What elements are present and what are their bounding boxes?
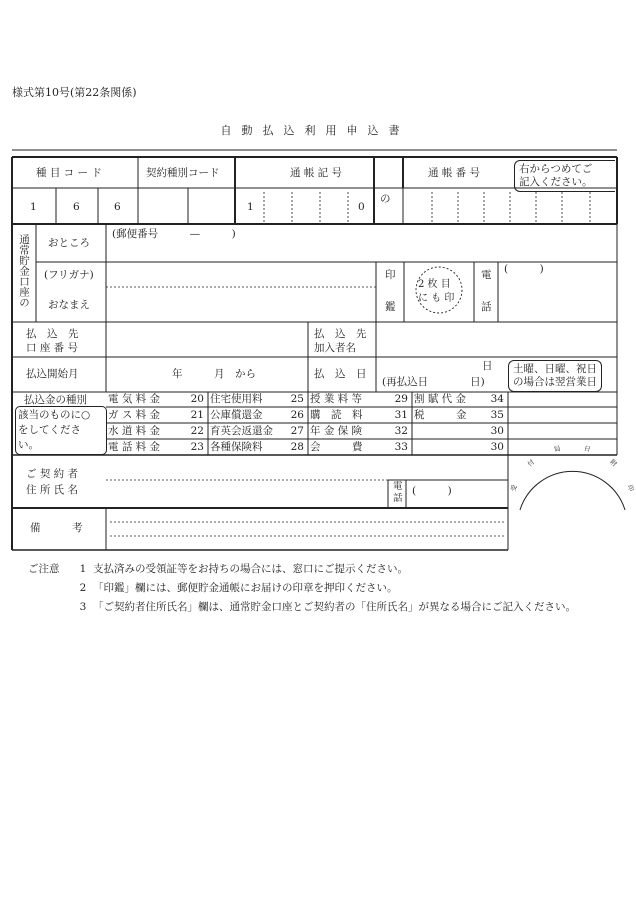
notes-label: ご注意 <box>28 563 60 575</box>
note-number: 1 <box>79 563 87 575</box>
note-item <box>28 579 623 598</box>
start-month-label: 払込開始月 <box>26 368 79 380</box>
stamp-arc <box>520 471 625 510</box>
notes-section <box>28 560 623 617</box>
payee-member-label-1: 払 込 先 <box>314 328 367 340</box>
seal-label-bottom: 鑑 <box>385 301 396 313</box>
payment-type-label: 授 業 料 等 <box>310 393 363 405</box>
payment-type-label: 公庫償還金 <box>210 409 263 421</box>
payment-type-label: 水 道 料 金 <box>108 425 161 437</box>
payment-type-code: 30 <box>490 441 504 453</box>
payment-type-code: 35 <box>490 409 504 421</box>
payment-type-label: 割 賦 代 金 <box>414 393 467 405</box>
payment-type-label: 各種保険料 <box>210 441 263 453</box>
note-number: 2 <box>79 582 87 594</box>
note-text: 支払済みの受領証等をお持ちの場合には、窓口にご提示ください。 <box>93 563 408 575</box>
payment-type-label: ガ ス 料 金 <box>108 409 161 421</box>
passbook-symbol-header: 通 帳 記 号 <box>290 167 343 179</box>
code-digit-2: 6 <box>73 201 80 213</box>
account-side-label: 通常貯金口座の <box>18 234 31 308</box>
seal-circle-text-1: 2 枚 目 <box>418 279 451 290</box>
payee-account-label-1: 払 込 先 <box>26 328 79 340</box>
furigana-label: (フリガナ) <box>44 269 94 281</box>
symbol-last-digit: 0 <box>358 201 365 213</box>
payment-types-note-line1: 該当のものに○ <box>18 409 91 421</box>
contractor-tel-label-1: 電 <box>393 481 403 492</box>
repay-day-label: (再払込日 日) <box>382 376 485 388</box>
note-item <box>28 598 623 617</box>
note-item <box>28 560 623 579</box>
payment-type-code: 27 <box>290 425 304 437</box>
payment-type-code: 23 <box>190 441 204 453</box>
stamp-label-char: 付 <box>525 457 536 469</box>
stamp-label-char: 受 <box>508 483 519 493</box>
notes-label <box>28 579 73 598</box>
note-text: 「ご契約者住所氏名」欄は、通常貯金口座とご契約者の「住所氏名」が異なる場合にご記入ください。 <box>93 601 576 613</box>
note-text: 「印鑑」欄には、郵便貯金通帳にお届けの印章を押印ください。 <box>93 582 398 594</box>
passbook-number-note <box>514 160 615 192</box>
seal-label-top: 印 <box>385 269 396 281</box>
payment-type-label: 電 話 料 金 <box>108 441 161 453</box>
seal-circle-text-2: に も 印 <box>418 293 455 304</box>
holiday-note-line1: 土曜、日曜、祝日 <box>513 363 597 375</box>
remarks-label: 備 考 <box>30 522 83 534</box>
tel-area-parens: ( ) <box>504 263 544 275</box>
payment-type-code: 30 <box>490 425 504 437</box>
payment-types-label: 払込金の種別 <box>24 394 87 406</box>
payee-member-label-2: 加入者名 <box>314 342 356 354</box>
contractor-label-1: ご 契 約 者 <box>26 468 79 480</box>
payment-type-code: 26 <box>290 409 304 421</box>
no-label: の <box>380 193 391 205</box>
contract-code-header: 契約種別コード <box>146 167 220 179</box>
passbook-number-note-line1: 右からつめてご <box>519 163 593 175</box>
contractor-label-2: 住 所 氏 名 <box>26 484 79 496</box>
payee-account-label-2: 口 座 番 号 <box>26 342 79 354</box>
payment-type-label: 年 金 保 険 <box>310 425 363 437</box>
address-label: おところ <box>48 237 90 249</box>
passbook-number-note-line2: 記入ください。 <box>519 176 593 188</box>
contractor-label <box>26 466 78 498</box>
payment-type-code: 33 <box>394 441 408 453</box>
notes-label <box>28 598 73 617</box>
payment-types-note-line2: をしてくださ <box>18 424 81 436</box>
payment-type-label: 会 費 <box>310 441 363 453</box>
pay-day-unit: 日 <box>482 360 493 372</box>
form-style-label: 様式第10号(第22条関係) <box>12 86 137 99</box>
code-digit-3: 6 <box>114 201 121 213</box>
tel-label-bottom: 話 <box>481 301 492 313</box>
payment-type-code: 29 <box>394 393 408 405</box>
payment-type-code: 25 <box>290 393 304 405</box>
name-label: おなまえ <box>48 299 90 311</box>
code-digit-1: 1 <box>30 201 37 213</box>
holiday-note <box>508 360 602 392</box>
payment-type-code: 31 <box>394 409 408 421</box>
stamp-label-char: 印 <box>625 483 636 493</box>
payment-type-code: 20 <box>190 393 204 405</box>
passbook-number-header: 通 帳 番 号 <box>428 167 481 179</box>
payment-type-code: 32 <box>394 425 408 437</box>
contractor-tel-label-2: 話 <box>393 493 403 504</box>
payment-type-label: 住宅使用料 <box>210 393 263 405</box>
item-code-header: 種 目 コ ー ド <box>36 167 102 179</box>
payment-type-code: 34 <box>490 393 504 405</box>
payment-type-label: 税 金 <box>414 409 467 421</box>
holiday-note-line2: の場合は翌営業日 <box>513 376 597 388</box>
payment-types-note-line3: い。 <box>18 439 39 451</box>
payment-type-code: 21 <box>190 409 204 421</box>
form-title: 自動払込利用申込書 <box>220 124 410 137</box>
payee-account-label <box>26 327 79 355</box>
note-number: 3 <box>79 601 87 613</box>
pay-day-label: 払 込 日 <box>314 368 367 380</box>
payment-type-label: 購 読 料 <box>310 409 363 421</box>
start-month-value: 年 月 から <box>172 368 256 380</box>
payment-type-label: 電 気 料 金 <box>108 393 161 405</box>
tel-label-top: 電 <box>481 269 492 281</box>
postal-code-label: (郵便番号 — ) <box>112 228 236 240</box>
payment-types-note <box>15 406 107 455</box>
payment-type-label: 育英会返還金 <box>210 425 273 437</box>
payment-type-code: 22 <box>190 425 204 437</box>
payee-member-label <box>314 327 367 355</box>
symbol-first-digit: 1 <box>247 201 254 213</box>
stamp-label-char: 局 <box>553 444 562 454</box>
stamp-label-char: 附 <box>608 457 619 469</box>
contractor-tel-parens: ( ) <box>412 485 452 497</box>
payment-type-code: 28 <box>290 441 304 453</box>
stamp-label-char: 日 <box>583 444 592 454</box>
seal-circle <box>416 267 462 313</box>
contractor-tel-label <box>393 481 403 505</box>
